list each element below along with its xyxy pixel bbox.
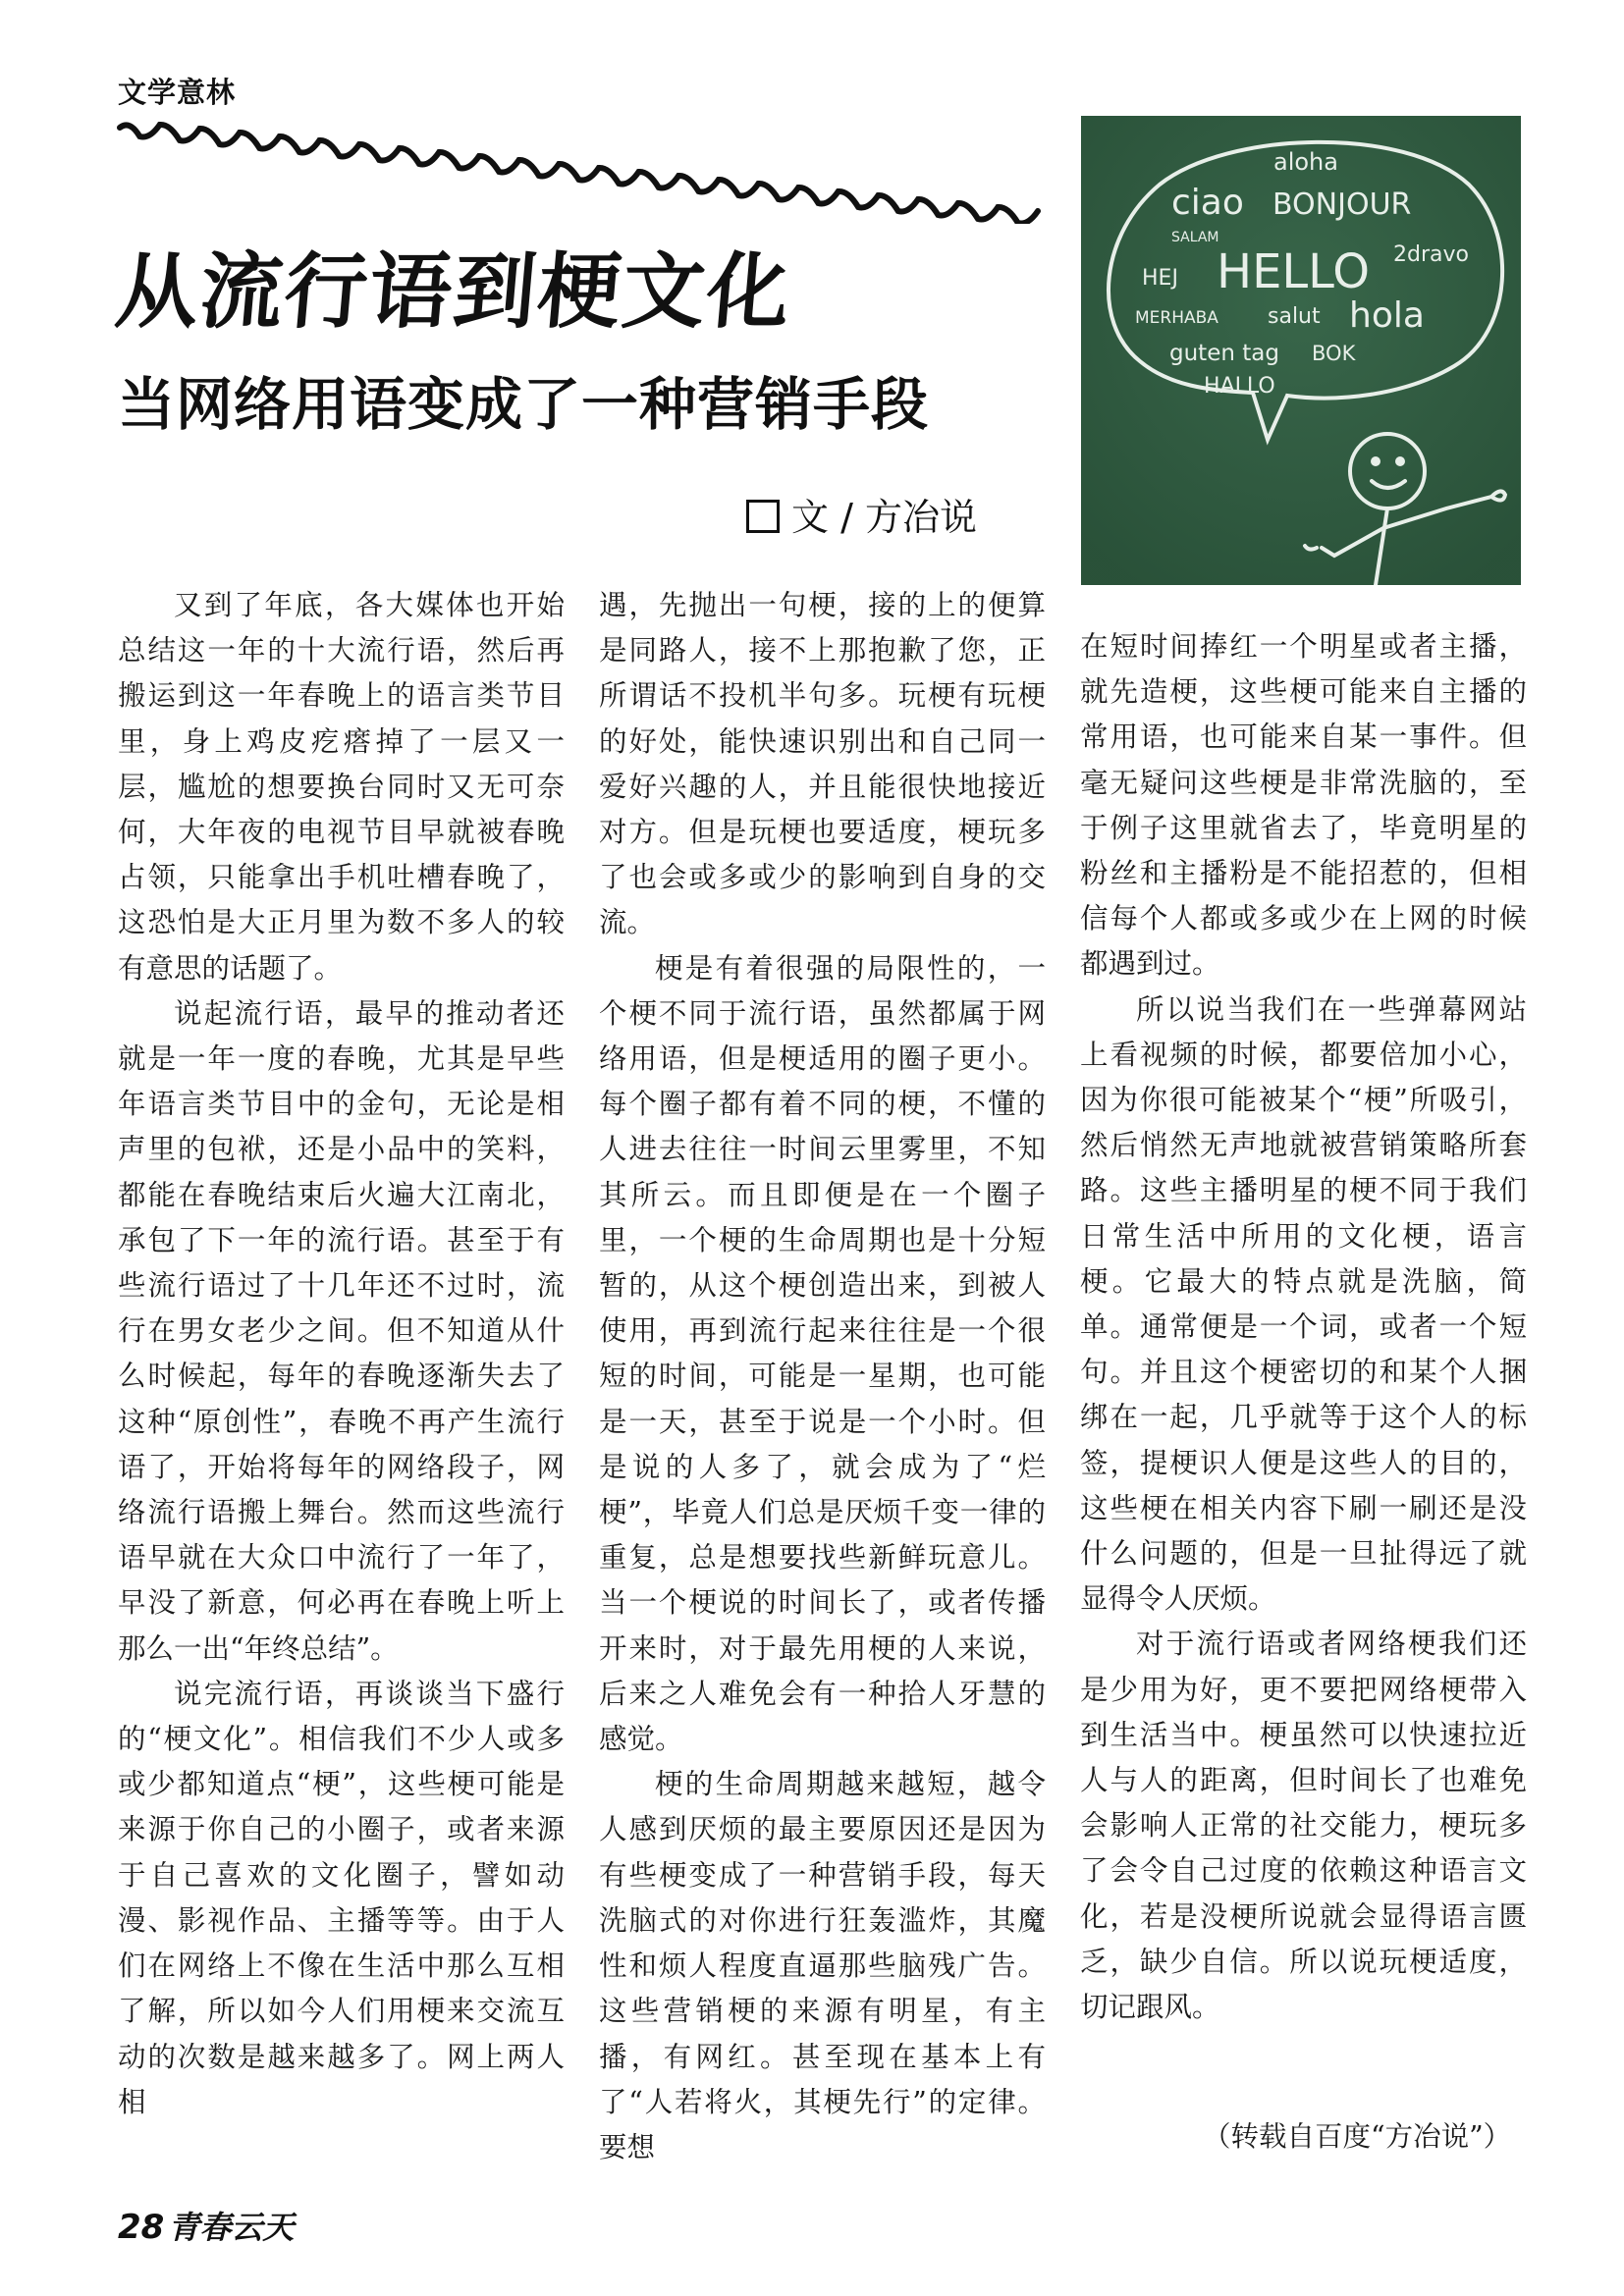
word-hej: HEJ [1142,266,1178,291]
word-aloha: aloha [1273,148,1338,176]
article-subtitle: 当网络用语变成了一种营销手段 [118,371,930,438]
page-number: 28 [118,2208,165,2247]
page-footer [118,2203,294,2248]
word-bonjour: BONJOUR [1272,187,1412,222]
wavy-divider [116,116,1049,224]
paragraph: 梗是有着很强的局限性的，一个梗不同于流行语，虽然都属于网络用语，但是梗适用的圈子更小。每个圈子都有着不同的梗，不懂的人进去往往一时间云里雾里，不知其所云。而且即便是在一个圈子里，一个梗的生命周期也是十分短暂的，从这个梗创造出来，到被人使用，再到流行起来往往是一个很短的时间，可能是一星期，也可能是一天，甚至于说是一个小时。但是说的人多了，就会成为了“烂梗”，毕竟人们总是厌烦千变一律的重复，总是想要找些新鲜玩意儿。当一个梗说的时间长了，或者传播开来时，对于最先用梗的人来说，后来之人难免会有一种拾人牙慧的感觉。 [599,951,1046,1756]
word-merhaba: MERHABA [1135,308,1218,328]
paragraph: 说起流行语，最早的推动者还就是一年一度的春晚，尤其是早些年语言类节目中的金句，无论是相声里的包袱，还是小品中的笑料，都能在春晚结束后火遍大江南北，承包了下一年的流行语。甚至于有些流行语过了十几年还不过时，流行在男女老少之间。但不知道从什么时候起，每年的春晚逐渐失去了这种“原创性”，春晚不再产生流行语了，开始将每年的网络段子，网络流行语搬上舞台。然而这些流行语早就在大众口中流行了一年了，早没了新意，何必再在春晚上听上那么一出“年终总结”。 [118,996,565,1665]
byline [746,487,977,541]
word-ciao: ciao [1171,183,1244,223]
paragraph: 对于流行语或者网络梗我们还是少用为好，更不要把网络梗带入到生活当中。梗虽然可以快速拉近人与人的距离，但时间长了也难免会影响人正常的社交能力，梗玩多了会令自己过度的依赖这种语言文化，若是没梗所说就会显得语言匮乏，缺少自信。所以说玩梗适度，切记跟风。 [1080,1628,1527,2024]
section-label: 文学意林 [118,76,237,109]
text-column-2 [599,583,1046,2170]
paragraph: 说完流行语，再谈谈当下盛行的“梗文化”。相信我们不少人或多或少都知道点“梗”，这些梗可能是来源于你自己的小圈子，或者来源于自己喜欢的文化圈子，譬如动漫、影视作品、主播等等。由于人们在网络上不像在生活中那么互相了解，所以如今人们用梗来交流互动的次数是越来越多了。网上两人相 [118,1677,565,2118]
paragraph: 梗的生命周期越来越短，越令人感到厌烦的最主要原因还是因为有些梗变成了一种营销手段，每天洗脑式的对你进行狂轰滥炸，其魔性和烦人程度直逼那些脑残广告。这些营销梗的来源有明星，有主播，有网红。甚至现在基本上有了“人若将火，其梗先行”的定律。要想 [599,1768,1046,2163]
word-hallo: HALLO [1204,374,1275,399]
paragraph: 遇，先抛出一句梗，接的上的便算是同路人，接不上那抱歉了您，正所谓话不投机半句多。玩梗有玩梗的好处，能快速识别出和自己同一爱好兴趣的人，并且能很快地接近对方。但是玩梗也要适度，梗玩多了也会或多或少的影响到自身的交流。 [599,589,1046,939]
word-guten-tag: guten tag [1169,341,1279,366]
magazine-name: 青春云天 [168,2209,295,2246]
word-hola: hola [1349,295,1425,336]
paragraph: 在短时间捧红一个明星或者主播，就先造梗，这些梗可能来自主播的常用语，也可能来自某一事件。但毫无疑问这些梗是非常洗脑的，至于例子这里就省去了，毕竟明星的粉丝和主播粉是不能招惹的，但相信每个人都或多或少在上网的时候都遇到过。 [1080,630,1527,981]
word-bok: BOK [1312,342,1356,365]
text-column-1 [118,583,565,2125]
byline-text: 文 / 方冶说 [791,496,977,539]
text-column-3 [1080,624,1527,2030]
paragraph: 又到了年底，各大媒体也开始总结这一年的十大流行语，然后再搬运到这一年春晚上的语言类节目里，身上鸡皮疙瘩掉了一层又一层，尴尬的想要换台同时又无可奈何，大年夜的电视节目早就被春晚占领，只能拿出手机吐槽春晚了，这恐怕是大正月里为数不多人的较有意思的话题了。 [118,589,565,985]
square-icon [746,500,780,533]
article-title: 从流行语到梗文化 [111,243,796,340]
word-salut: salut [1268,304,1321,329]
word-zdravo: 2dravo [1393,242,1469,267]
chalkboard-illustration [1081,116,1521,585]
word-salam: SALAM [1171,230,1219,245]
source-note: （转载自百度“方冶说”） [1203,2120,1512,2153]
word-hello: HELLO [1217,244,1370,299]
paragraph: 所以说当我们在一些弹幕网站上看视频的时候，都要倍加小心，因为你很可能被某个“梗”所吸引，然后悄然无声地就被营销策略所套路。这些主播明星的梗不同于我们日常生活中所用的文化梗，语言梗。它最大的特点就是洗脑，简单。通常便是一个词，或者一个短句。并且这个梗密切的和某个人捆绑在一起，几乎就等于这个人的标签，提梗识人便是这些人的目的，这些梗在相关内容下刷一刷还是没什么问题的，但是一旦扯得远了就显得令人厌烦。 [1080,992,1527,1616]
